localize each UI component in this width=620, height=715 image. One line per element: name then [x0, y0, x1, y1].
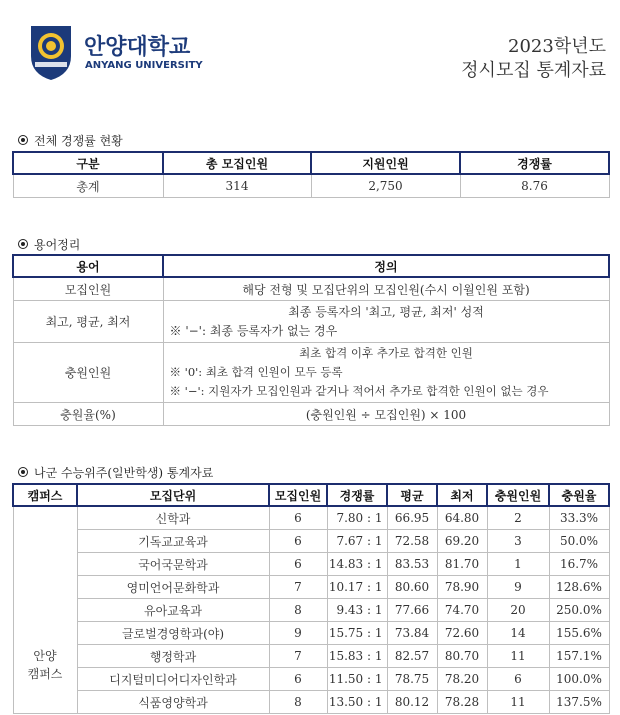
table-cell-unit: 디지털미디어디자인학과	[77, 668, 269, 691]
section-title-competition: 전체 경쟁률 현황	[18, 132, 123, 149]
term-cell: 충원율(%)	[13, 403, 163, 426]
table-cell-ratio: 7.67 : 1	[327, 530, 387, 553]
table-row	[13, 174, 609, 198]
table-cell-avg: 80.60	[387, 576, 437, 599]
table-cell-avg: 83.53	[387, 553, 437, 576]
table-cell-rate: 137.5%	[549, 691, 609, 714]
table-cell-unit: 행정학과	[77, 645, 269, 668]
section-title-statistics: 나군 수능위주(일반학생) 통계자료	[18, 464, 213, 481]
table-header-row	[13, 484, 609, 506]
definition-note: ※ '−': 최종 등록자가 없는 경우	[169, 323, 338, 338]
table-row	[13, 553, 609, 576]
definition-note: ※ '0': 최초 합격 인원이 모두 등록	[169, 365, 343, 379]
header-cell: 구분	[13, 152, 163, 174]
header-cell: 정의	[163, 255, 609, 277]
table-cell-rate: 100.0%	[549, 668, 609, 691]
definition-line: 최종 등록자의 '최고, 평균, 최저' 성적	[288, 304, 484, 319]
table-cell-quota: 8	[269, 599, 327, 622]
header-cell: 모집단위	[77, 484, 269, 506]
table-cell-min: 78.28	[437, 691, 487, 714]
table-cell-ratio: 11.50 : 1	[327, 668, 387, 691]
table-cell-fill: 3	[487, 530, 549, 553]
definition-cell	[163, 343, 609, 403]
header-cell: 평균	[387, 484, 437, 506]
table-cell-avg: 78.75	[387, 668, 437, 691]
table-row	[13, 645, 609, 668]
header-cell: 용어	[13, 255, 163, 277]
table-cell-unit: 영미언어문화학과	[77, 576, 269, 599]
table-cell-min: 80.70	[437, 645, 487, 668]
term-cell: 최고, 평균, 최저	[13, 301, 163, 343]
table-row	[13, 403, 609, 426]
competition-table	[12, 151, 610, 198]
table-cell-fill: 20	[487, 599, 549, 622]
header-cell: 충원율	[549, 484, 609, 506]
table-row	[13, 668, 609, 691]
table-row	[13, 530, 609, 553]
table-cell-ratio: 10.17 : 1	[327, 576, 387, 599]
definition-line: 해당 전형 및 모집단위의 모집인원(수시 이월인원 포함)	[242, 282, 530, 297]
table-cell-quota: 6	[269, 553, 327, 576]
table-row	[13, 691, 609, 714]
header-cell: 경쟁률	[327, 484, 387, 506]
table-cell-min: 78.20	[437, 668, 487, 691]
table-row	[13, 622, 609, 645]
header-cell: 캠퍼스	[13, 484, 77, 506]
table-row	[13, 599, 609, 622]
statistics-table	[12, 483, 610, 714]
table-cell: 총계	[13, 174, 163, 198]
table-row	[13, 301, 609, 343]
table-cell: 314	[163, 174, 311, 198]
header-cell: 지원인원	[311, 152, 460, 174]
table-cell-rate: 50.0%	[549, 530, 609, 553]
table-cell-ratio: 15.75 : 1	[327, 622, 387, 645]
document-title: 정시모집 통계자료	[461, 60, 606, 81]
table-cell-avg: 66.95	[387, 506, 437, 530]
table-cell-quota: 6	[269, 506, 327, 530]
table-cell-fill: 2	[487, 506, 549, 530]
definition-note: ※ '−': 지원자가 모집인원과 같거나 적어서 추가로 합격한 인원이 없는 경우	[169, 384, 549, 398]
glossary-table	[12, 254, 610, 426]
header-cell: 총 모집인원	[163, 152, 311, 174]
term-cell: 충원인원	[13, 343, 163, 403]
table-row	[13, 576, 609, 599]
campus-cell: 안양 캠퍼스	[13, 506, 77, 714]
section-title-glossary: 용어정리	[18, 236, 80, 253]
table-cell-ratio: 13.50 : 1	[327, 691, 387, 714]
bullet-icon	[18, 135, 28, 145]
academic-year: 2023학년도	[508, 36, 606, 57]
university-seal-icon	[26, 22, 76, 82]
table-header-row	[13, 152, 609, 174]
table-cell-min: 69.20	[437, 530, 487, 553]
table-cell-rate: 33.3%	[549, 506, 609, 530]
table-cell-quota: 6	[269, 530, 327, 553]
table-cell-fill: 1	[487, 553, 549, 576]
table-cell-fill: 6	[487, 668, 549, 691]
table-cell-rate: 250.0%	[549, 599, 609, 622]
table-cell-fill: 11	[487, 645, 549, 668]
table-cell-rate: 155.6%	[549, 622, 609, 645]
table-cell-unit: 신학과	[77, 506, 269, 530]
table-cell-rate: 128.6%	[549, 576, 609, 599]
definition-cell	[163, 403, 609, 426]
bullet-icon	[18, 467, 28, 477]
table-cell-unit: 글로벌경영학과(야)	[77, 622, 269, 645]
definition-cell	[163, 277, 609, 301]
table-cell-min: 78.90	[437, 576, 487, 599]
table-cell-unit: 식품영양학과	[77, 691, 269, 714]
table-row	[13, 506, 609, 530]
definition-cell	[163, 301, 609, 343]
table-header-row	[13, 255, 609, 277]
table-cell-unit: 유아교육과	[77, 599, 269, 622]
table-cell-ratio: 14.83 : 1	[327, 553, 387, 576]
table-cell-rate: 157.1%	[549, 645, 609, 668]
table-cell-avg: 72.58	[387, 530, 437, 553]
table-cell: 2,750	[311, 174, 460, 198]
table-cell-avg: 73.84	[387, 622, 437, 645]
header-cell: 모집인원	[269, 484, 327, 506]
table-cell-ratio: 9.43 : 1	[327, 599, 387, 622]
table-cell-min: 64.80	[437, 506, 487, 530]
table-row	[13, 343, 609, 403]
header-cell: 최저	[437, 484, 487, 506]
table-cell-avg: 82.57	[387, 645, 437, 668]
table-cell-ratio: 15.83 : 1	[327, 645, 387, 668]
header-cell: 충원인원	[487, 484, 549, 506]
table-cell-min: 72.60	[437, 622, 487, 645]
table-cell-quota: 8	[269, 691, 327, 714]
term-cell: 모집인원	[13, 277, 163, 301]
table-row	[13, 277, 609, 301]
table-cell-min: 74.70	[437, 599, 487, 622]
table-cell-fill: 9	[487, 576, 549, 599]
university-name-en: ANYANG UNIVERSITY	[85, 60, 203, 71]
page-header	[0, 0, 620, 100]
university-name-ko: 안양대학교	[84, 35, 191, 60]
table-cell-quota: 7	[269, 645, 327, 668]
table-cell-avg: 77.66	[387, 599, 437, 622]
table-cell-unit: 국어국문학과	[77, 553, 269, 576]
definition-line: (충원인원 ÷ 모집인원) × 100	[305, 407, 467, 422]
table-cell: 8.76	[460, 174, 609, 198]
table-cell-quota: 6	[269, 668, 327, 691]
table-cell-min: 81.70	[437, 553, 487, 576]
definition-line: 최초 합격 이후 추가로 합격한 인원	[299, 346, 473, 360]
header-cell: 경쟁률	[460, 152, 609, 174]
table-cell-fill: 11	[487, 691, 549, 714]
table-cell-avg: 80.12	[387, 691, 437, 714]
table-cell-unit: 기독교교육과	[77, 530, 269, 553]
table-cell-ratio: 7.80 : 1	[327, 506, 387, 530]
bullet-icon	[18, 239, 28, 249]
table-cell-quota: 9	[269, 622, 327, 645]
table-cell-quota: 7	[269, 576, 327, 599]
table-cell-fill: 14	[487, 622, 549, 645]
table-cell-rate: 16.7%	[549, 553, 609, 576]
